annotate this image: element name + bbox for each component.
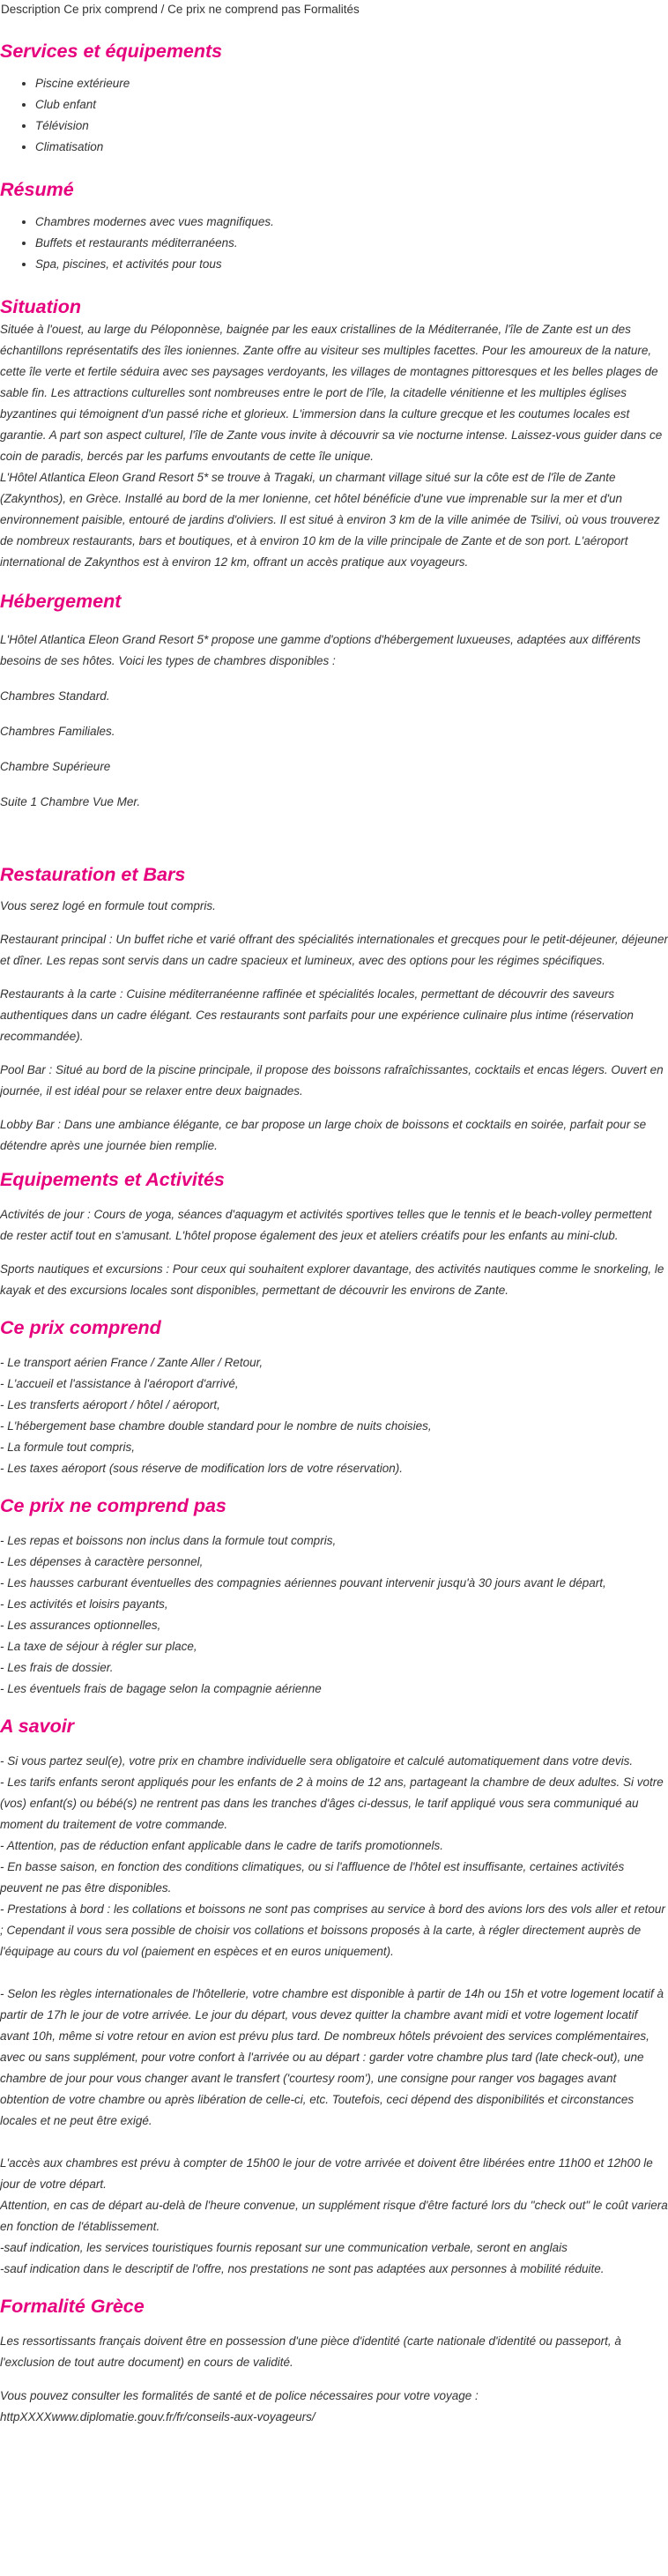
comprend-title: Ce prix comprend bbox=[0, 1317, 161, 1338]
savoir-line: -sauf indication, les services touristiques fournis reposant sur une communication verbale, seront en anglais bbox=[0, 2241, 568, 2254]
resume-item: • Spa, piscines, et activités pour tous bbox=[35, 254, 668, 275]
tab-nav bbox=[1, 2, 668, 18]
comprend-line: - Le transport aérien France / Zante Aller / Retour, bbox=[0, 1356, 263, 1369]
room-type: Chambres Familiales. bbox=[0, 725, 115, 738]
resume-item: • Chambres modernes avec vues magnifiques. bbox=[35, 212, 668, 233]
savoir-line: - Prestations à bord : les collations et boissons ne sont pas comprises au service à bord des avions lors des vols aller et retour ; Cependant il vous sera possible de choisir vos collations et boissons proposés à la carte, à régler directement auprès de l'équipage au cours du vol (paiement en espèces et en euros uniquement). bbox=[0, 1902, 665, 1958]
ne-comprend-line: - Les assurances optionnelles, bbox=[0, 1619, 161, 1632]
savoir-block-3 bbox=[0, 2153, 668, 2280]
savoir-line: - Si vous partez seul(e), votre prix en chambre individuelle sera obligatoire et calculé automatiquement dans votre devis. bbox=[0, 1754, 634, 1768]
ne-comprend-list bbox=[0, 1530, 668, 1700]
services-item: • Télévision bbox=[35, 115, 668, 137]
equipements-paragraph: Activités de jour : Cours de yoga, séances d'aquagym et activités sportives telles que le tennis et le beach-volley permettent de rester actif tout en s'amusant. L'hôtel propose également des jeux et ateliers créatifs pour les enfants au mini-club. bbox=[0, 1208, 652, 1242]
comprend-line: - Les taxes aéroport (sous réserve de modification lors de votre réservation). bbox=[0, 1462, 403, 1475]
ne-comprend-line: - Les hausses carburant éventuelles des compagnies aériennes pouvant intervenir jusqu'à 30 jours avant le départ, bbox=[0, 1576, 606, 1590]
comprend-list bbox=[0, 1352, 668, 1479]
restauration-paragraph: Pool Bar : Situé au bord de la piscine principale, il propose des boissons rafraîchissantes, cocktails et encas légers. Ouvert en journée, il est idéal pour se relaxer entre deux baignades. bbox=[0, 1063, 664, 1098]
ne-comprend-line: - Les dépenses à caractère personnel, bbox=[0, 1555, 204, 1568]
savoir-line: - Les tarifs enfants seront appliqués pour les enfants de 2 à moins de 12 ans, partageant la chambre de deux adultes. Si votre (vos) enfant(s) ou bébé(s) ne rentrent pas dans les tranches d'âges ci-dessus, le tarif appliqué vous sera communiqué au moment du traitement de votre commande. bbox=[0, 1776, 664, 1831]
resume-title: Résumé bbox=[0, 179, 74, 200]
restauration-paragraph: Lobby Bar : Dans une ambiance élégante, ce bar propose un large choix de boissons et cocktails en soirée, parfait pour se détendre après une journée bien remplie. bbox=[0, 1118, 647, 1152]
savoir-line: - En basse saison, en fonction des conditions climatiques, ou si l'affluence de l'hôtel est insuffisante, certaines activités peuvent ne pas être disponibles. bbox=[0, 1860, 625, 1895]
room-type: Chambres Standard. bbox=[0, 689, 110, 703]
tab-includes[interactable]: Ce prix comprend bbox=[63, 3, 158, 16]
ne-comprend-line: - Les repas et boissons non inclus dans la formule tout compris, bbox=[0, 1534, 337, 1547]
restauration-paragraph: Vous serez logé en formule tout compris. bbox=[0, 899, 216, 912]
hebergement-title: Hébergement bbox=[0, 591, 122, 612]
ne-comprend-line: - La taxe de séjour à régler sur place, bbox=[0, 1640, 197, 1653]
situation-title: Situation bbox=[0, 296, 81, 317]
ne-comprend-title: Ce prix ne comprend pas bbox=[0, 1495, 226, 1516]
situation-paragraph: Située à l'ouest, au large du Péloponnèse, baignée par les eaux cristallines de la Méditerranée, l'île de Zante est un des échantillons représentatifs des îles ioniennes. Zante offre au visiteur ses multiples facettes. Pour les amoureux de la nature, cette île verte et fertile séduira avec ses paysages verdoyants, les villages de montagnes pittoresques et les belles plages de sable fin. Les attractions culturelles sont nombreuses entre le port de l'île, la citadelle vénitienne et les multiples églises byzantines qui témoignent d'un passé riche et glorieux. L'immersion dans la culture grecque et les coutumes locales est garantie. A part son aspect culturel, l'île de Zante vous invite à découvrir sa vie nocturne intense. Laissez-vous guider dans ce coin de paradis, bercés par les parfums envoutants de cette île unique. bbox=[0, 323, 663, 463]
formalite-consult-text: Vous pouvez consulter les formalités de santé et de police nécessaires pour votre voyage : bbox=[0, 2389, 479, 2402]
services-title: Services et équipements bbox=[0, 41, 223, 62]
services-item: • Climatisation bbox=[35, 137, 668, 158]
savoir-block-1 bbox=[0, 1751, 668, 1962]
resume-item: • Buffets et restaurants méditerranéens. bbox=[35, 233, 668, 254]
comprend-line: - L'accueil et l'assistance à l'aéroport d'arrivé, bbox=[0, 1377, 239, 1390]
savoir-line: Attention, en cas de départ au-delà de l'heure convenue, un supplément risque d'être facturé lors du "check out" le coût variera en fonction de l'établissement. bbox=[0, 2199, 668, 2233]
ne-comprend-line: - Les frais de dossier. bbox=[0, 1661, 114, 1674]
comprend-line: - Les transferts aéroport / hôtel / aéroport, bbox=[0, 1398, 220, 1411]
savoir-hours-paragraph: - Selon les règles internationales de l'hôtellerie, votre chambre est disponible à partir de 14h ou 15h et votre logement locatif à partir de 17h le jour de votre arrivée. Le jour du départ, vous devez quitter la chambre avant midi et votre logement locatif avant 10h, même si votre retour en avion est prévu plus tard. De nombreux hôtels prévoient des services complémentaires, avec ou sans supplément, pour votre confort à l'arrivée ou au départ : garder votre chambre plus tard (late check-out), une chambre de jour pour vous changer avant le transfert ('courtesy room'), une consigne pour ranger vos bagages avant obtention de votre chambre ou après libération de celle-ci, etc. Toutefois, ceci dépend des disponibilités et circonstances locales et ne peut être exigé. bbox=[0, 1987, 664, 2127]
restauration-paragraph: Restaurants à la carte : Cuisine méditerranéenne raffinée et spécialités locales, permettant de découvrir des saveurs authentiques dans un cadre élégant. Ces restaurants sont parfaits pour une expérience culinaire plus intime (réservation recommandée). bbox=[0, 987, 634, 1043]
tab-formalities[interactable]: Formalités bbox=[303, 3, 360, 16]
equipements-paragraph: Sports nautiques et excursions : Pour ceux qui souhaitent explorer davantage, des activités nautiques comme le snorkeling, le kayak et des excursions locales sont disponibles, permettant de découvrir les environs de Zante. bbox=[0, 1262, 664, 1297]
tab-excludes[interactable]: Ce prix ne comprend pas bbox=[167, 3, 301, 16]
services-list bbox=[0, 73, 668, 158]
restauration-title: Restauration et Bars bbox=[0, 864, 186, 885]
formalite-link[interactable]: httpXXXXwww.diplomatie.gouv.fr/fr/conseils-aux-voyageurs/ bbox=[0, 2410, 315, 2423]
situation-hotel-paragraph: L'Hôtel Atlantica Eleon Grand Resort 5* se trouve à Tragaki, un charmant village situé sur la côte est de l'île de Zante (Zakynthos), en Grèce. Installé au bord de la mer Ionienne, cet hôtel bénéficie d'une vue imprenable sur la mer et d'un environnement paisible, entouré de jardins d'oliviers. Il est situé à environ 3 km de la ville animée de Tsilivi, où vous trouverez de nombreux restaurants, bars et boutiques, et à environ 10 km de la ville principale de Zante et de son port. L'aéroport international de Zakynthos est à environ 12 km, offrant un accès pratique aux voyageurs. bbox=[0, 471, 660, 569]
ne-comprend-line: - Les éventuels frais de bagage selon la compagnie aérienne bbox=[0, 1682, 322, 1695]
tab-separator: / bbox=[160, 3, 165, 16]
formalite-title: Formalité Grèce bbox=[0, 2296, 145, 2317]
formalite-paragraph: Les ressortissants français doivent être en possession d'une pièce d'identité (carte nationale d'identité ou passeport, à l'exclusion de tout autre document) en cours de validité. bbox=[0, 2334, 621, 2369]
tab-description[interactable]: Description bbox=[1, 3, 61, 16]
savoir-title: A savoir bbox=[0, 1716, 75, 1737]
hebergement-intro: L'Hôtel Atlantica Eleon Grand Resort 5* propose une gamme d'options d'hébergement luxueuses, adaptées aux différents besoins de ses hôtes. Voici les types de chambres disponibles : bbox=[0, 633, 641, 667]
savoir-line: - Attention, pas de réduction enfant applicable dans le cadre de tarifs promotionnels. bbox=[0, 1839, 444, 1852]
restauration-paragraph: Restaurant principal : Un buffet riche et varié offrant des spécialités internationales et grecques pour le petit-déjeuner, déjeuner et dîner. Les repas sont servis dans un cadre spacieux et lumineux, avec des options pour les régimes spécifiques. bbox=[0, 933, 668, 967]
ne-comprend-line: - Les activités et loisirs payants, bbox=[0, 1597, 168, 1611]
resume-list bbox=[0, 212, 668, 275]
services-item: • Club enfant bbox=[35, 94, 668, 115]
room-type: Chambre Supérieure bbox=[0, 760, 111, 773]
savoir-line: -sauf indication dans le descriptif de l'offre, nos prestations ne sont pas adaptées aux personnes à mobilité réduite. bbox=[0, 2262, 605, 2275]
services-item: • Piscine extérieure bbox=[35, 73, 668, 94]
savoir-line: L'accès aux chambres est prévu à compter de 15h00 le jour de votre arrivée et doivent être libérées entre 11h00 et 12h00 le jour de votre départ. bbox=[0, 2156, 653, 2191]
comprend-line: - La formule tout compris, bbox=[0, 1441, 136, 1454]
comprend-line: - L'hébergement base chambre double standard pour le nombre de nuits choisies, bbox=[0, 1419, 432, 1433]
equipements-title: Equipements et Activités bbox=[0, 1169, 225, 1190]
room-type: Suite 1 Chambre Vue Mer. bbox=[0, 795, 141, 808]
